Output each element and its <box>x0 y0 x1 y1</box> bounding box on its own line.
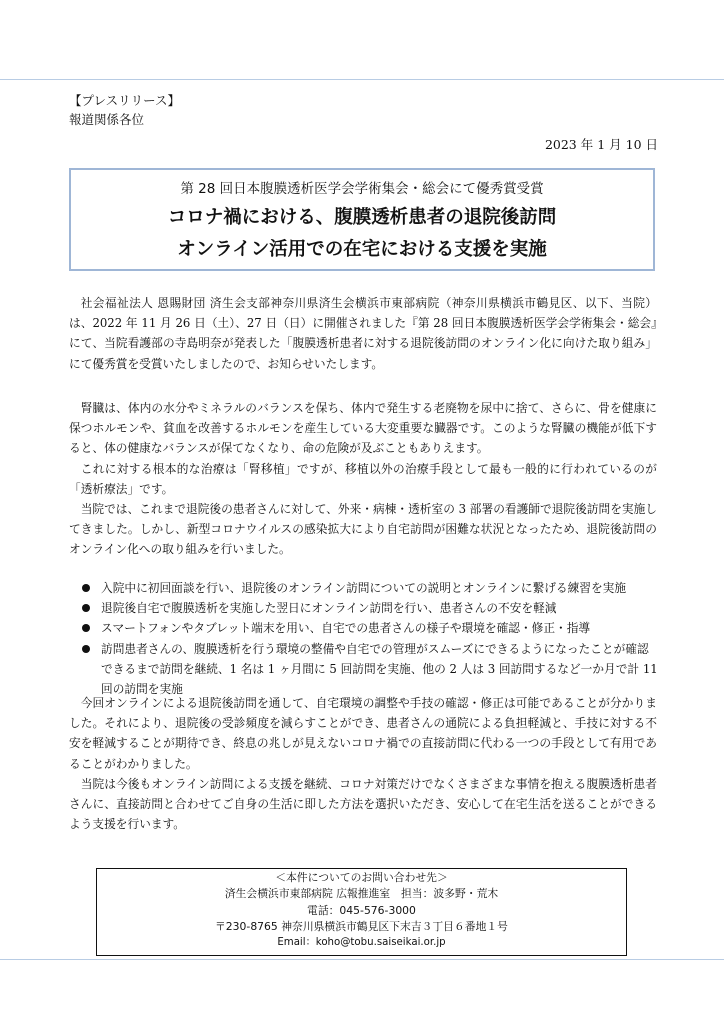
bullet-icon <box>82 584 90 592</box>
background-section <box>69 398 657 560</box>
contact-box <box>96 868 627 956</box>
future-paragraph: 当院は今後もオンライン訪問による支援を継続、コロナ対策だけでなくさまざまな事情を抱える腹膜透析患者さんに、直接訪問と合わせてご自身の生活に即した方法を選択いただき、安心して在宅生活を送ることができるよう支援を行います。 <box>69 776 657 832</box>
conclusion-section <box>69 693 657 834</box>
release-date: 2023 年 1 月 10 日 <box>544 137 658 152</box>
contact-email: Email：koho@tobu.saiseikai.or.jp <box>277 937 446 949</box>
contact-heading: ＜本件についてのお問い合わせ先＞ <box>275 871 448 884</box>
title-box <box>69 168 655 271</box>
list-item-text: スマートフォンやタブレット端末を用い、自宅での患者さんの様子や環境を確認・修正・指導 <box>101 621 591 636</box>
contact-phone: 電話：045-576-3000 <box>307 903 416 917</box>
result-paragraph: 今回オンラインによる退院後訪問を通して、自宅環境の調整や手技の確認・修正は可能であることが分かりました。それにより、退院後の受診頻度を減らすことができ、患者さんの通院による負担軽減と、手技に対する不安を軽減することが期待でき、終息の兆しが見えないコロナ禍での直接訪問に代わる一つの手段として有用であることがわかりました。 <box>69 696 657 771</box>
list-item <box>82 618 660 638</box>
list-item-text: 入院中に初回面談を行い、退院後のオンライン訪問についての説明とオンラインに繋げる練習を実施 <box>101 581 627 595</box>
headline-line-1: コロナ禍における、腹膜透析患者の退院後訪問 <box>167 207 557 228</box>
top-divider <box>0 79 724 80</box>
list-item <box>82 578 660 598</box>
bullet-icon <box>82 645 90 653</box>
contact-office: 済生会横浜市東部病院 広報推進室 担当：波多野・荒木 <box>224 887 499 901</box>
award-subtitle: 第 28 回日本腹膜透析医学会学術集会・総会にて優秀賞受賞 <box>180 181 544 197</box>
headline-line-2: オンライン活用での在宅における支援を実施 <box>177 239 547 260</box>
press-release-label: 【プレスリリース】 <box>69 93 181 108</box>
list-item <box>82 639 660 700</box>
contact-address: 〒230-8765 神奈川県横浜市鶴見区下末吉３丁目６番地１号 <box>215 919 508 933</box>
hospital-paragraph: 当院では、これまで退院後の患者さんに対して、外来・病棟・透析室の 3 部署の看護師で退院後訪問を実施してきました。しかし、新型コロナウイルスの感染拡大により自宅訪問が困難な状況となったため、退院後訪問のオンライン化への取り組みを行いました。 <box>69 502 657 557</box>
list-item <box>82 598 660 618</box>
initiative-list <box>82 578 660 699</box>
bullet-icon <box>82 604 90 612</box>
bottom-divider <box>0 959 724 960</box>
kidney-paragraph: 腎臓は、体内の水分やミネラルのバランスを保ち、体内で発生する老廃物を尿中に捨て、さらに、骨を健康に保つホルモンや、貧血を改善するホルモンを産生している大変重要な臓器です。このような腎臓の機能が低下すると、体の健康なバランスが保てなくなり、命の危険が及ぶこともありえます。 <box>69 401 657 456</box>
intro-paragraph: 社会福祉法人 恩賜財団 済生会支部神奈川県済生会横浜市東部病院（神奈川県横浜市鶴見区、以下、当院）は、2022 年 11 月 26 日（土）、27 日（日）に開催されました『第 28 回日本腹膜透析医学会学術集会・総会』にて、当院看護部の寺島明奈が発表した「腹膜透析患者に対する退院後訪問のオンライン化に向けた取り組み」にて優秀賞を受賞いたしましたので、お知らせいたします。 <box>69 296 657 371</box>
treatment-paragraph: これに対する根本的な治療は「腎移植」ですが、移植以外の治療手段として最も一般的に行われているのが「透析療法」です。 <box>69 461 657 496</box>
list-item-text: 退院後自宅で腹膜透析を実施した翌日にオンライン訪問を行い、患者さんの不安を軽減 <box>101 601 557 616</box>
intro-section <box>69 293 657 374</box>
list-item-text: 訪問患者さんの、腹膜透析を行う環境の整備や自宅での管理がスムーズにできるようになったことが確認できるまで訪問を継続、1 名は 1 ヶ月間に 5 回訪問を実施、他の 2 人は 3 回訪問するなど一か月で計 11 回の訪問を実施 <box>101 641 658 697</box>
audience-label: 報道関係各位 <box>69 112 145 127</box>
bullet-icon <box>82 624 90 632</box>
